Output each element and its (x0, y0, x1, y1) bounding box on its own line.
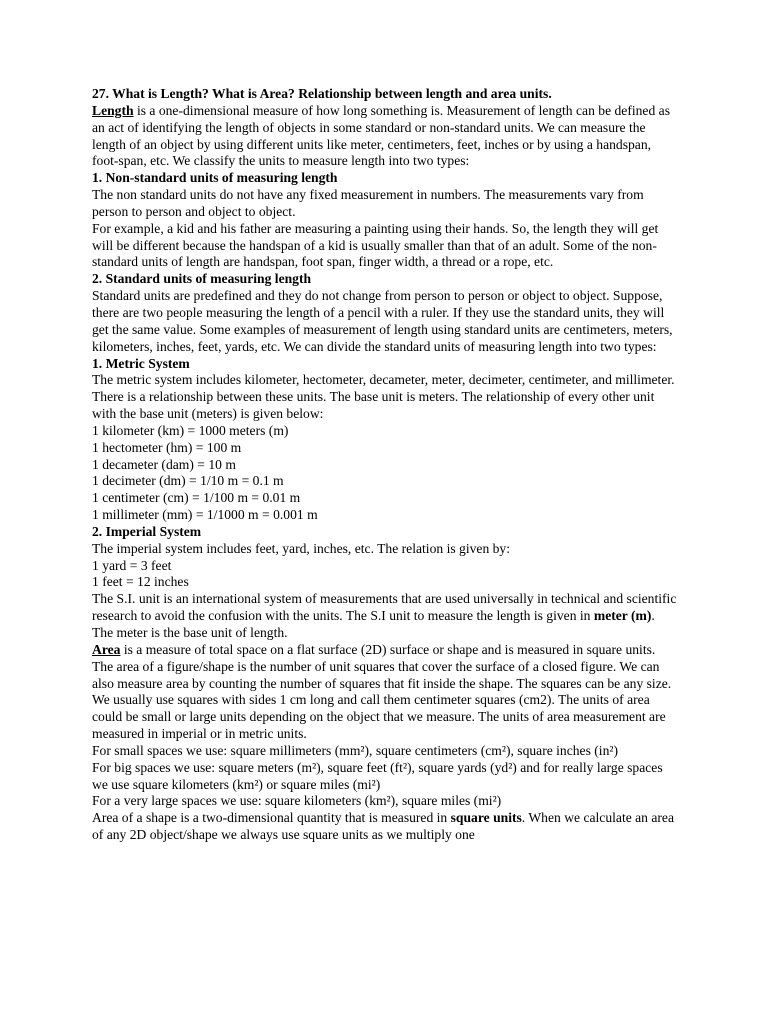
page-title: 27. What is Length? What is Area? Relationship between length and area units. (92, 86, 552, 101)
metric-row-km: 1 kilometer (km) = 1000 meters (m) (92, 422, 289, 438)
si-text-after: . The meter is the base unit of length. (92, 608, 655, 640)
standard-heading: 2. Standard units of measuring length (92, 271, 312, 287)
imperial-heading: 2. Imperial System (92, 523, 202, 539)
area-shape-text-after: . When we calculate an area of any 2D object/shape we always use square units as we multiply one (92, 810, 675, 843)
si-bold-unit: meter (m) (593, 608, 652, 624)
square-units-bold: square units (450, 810, 522, 826)
big-spaces-paragraph: For big spaces we use: square meters (m²), square feet (ft²), square yards (yd²) and for really large spaces we use square kilometers (km²) or square miles (mi²) (92, 759, 663, 792)
si-paragraph (92, 591, 678, 642)
length-intro-text: is a one-dimensional measure of how long something is. Measurement of length can be defined as an act of identifying the length of objects in some standard or non-standard units. We can measure the length of an object by using different units like meter, centimeters, feet, inches or by using a handspan, foot-span, etc. We classify the units to measure length into two types: (92, 102, 670, 169)
nonstandard-paragraph-1: The non standard units do not have any fixed measurement in numbers. The measurements vary from person to person and object to object. (92, 187, 644, 219)
metric-row-mm: 1 millimeter (mm) = 1/1000 m = 0.001 m (92, 507, 318, 523)
metric-paragraph: The metric system includes kilometer, hectometer, decameter, meter, decimeter, centimeter, and millimeter. There is a relationship between these units. The base unit is meters. The relationship of every other unit with the base unit (meters) is given below: (92, 372, 675, 422)
area-term: Area (92, 641, 121, 657)
area-shape-paragraph (92, 810, 678, 844)
metric-row-dm: 1 decimeter (dm) = 1/10 m = 0.1 m (92, 473, 284, 489)
imperial-row-yard: 1 yard = 3 feet (92, 557, 172, 573)
si-text-before: The S.I. unit is an international system of measurements that are used universally in technical and scientific research to avoid the confusion with the units. The S.I unit to measure the length is given in (92, 591, 677, 624)
document-body (92, 86, 678, 844)
imperial-row-feet: 1 feet = 12 inches (92, 574, 189, 590)
nonstandard-paragraph-2: For example, a kid and his father are measuring a painting using their hands. So, the length they will get will be different because the handspan of a kid is usually smaller than that of an adult. Some of the non-standard units of length are handspan, foot span, finger width, a thread or a rope, etc. (92, 220, 659, 270)
very-large-spaces-paragraph: For a very large spaces we use: square kilometers (km²), square miles (mi²) (92, 793, 502, 809)
metric-row-cm: 1 centimeter (cm) = 1/100 m = 0.01 m (92, 490, 301, 506)
standard-paragraph: Standard units are predefined and they do not change from person to person or object to object. Suppose, there are two people measuring the length of a pencil with a ruler. If they use the standard units, they will get the same value. Some examples of measurement of length using standard units are centimeters, meters, kilometers, inches, feet, yards, etc. We can divide the standard units of measuring length into two types: (92, 288, 673, 354)
nonstandard-heading: 1. Non-standard units of measuring length (92, 170, 338, 186)
area-intro-paragraph (92, 642, 678, 743)
metric-heading: 1. Metric System (92, 355, 190, 371)
area-intro-text: is a measure of total space on a flat surface (2D) surface or shape and is measured in square units. The area of a figure/shape is the number of unit squares that cover the surface of a closed figure. We can also measure area by counting the number of squares that fit inside the shape. The squares can be any size. We usually use squares with sides 1 cm long and call them centimeter squares (cm2). The units of area could be small or large units depending on the object that we measure. The units of area measurement are measured in imperial or in metric units. (92, 641, 672, 742)
area-shape-text-before: Area of a shape is a two-dimensional quantity that is measured in (92, 810, 451, 826)
imperial-paragraph: The imperial system includes feet, yard, inches, etc. The relation is given by: (92, 540, 511, 556)
metric-row-dam: 1 decameter (dam) = 10 m (92, 456, 236, 472)
metric-row-hm: 1 hectometer (hm) = 100 m (92, 439, 242, 455)
length-intro-paragraph (92, 103, 678, 170)
small-spaces-paragraph: For small spaces we use: square millimeters (mm²), square centimeters (cm²), square inches (in²) (92, 742, 618, 758)
length-term: Length (92, 102, 134, 118)
